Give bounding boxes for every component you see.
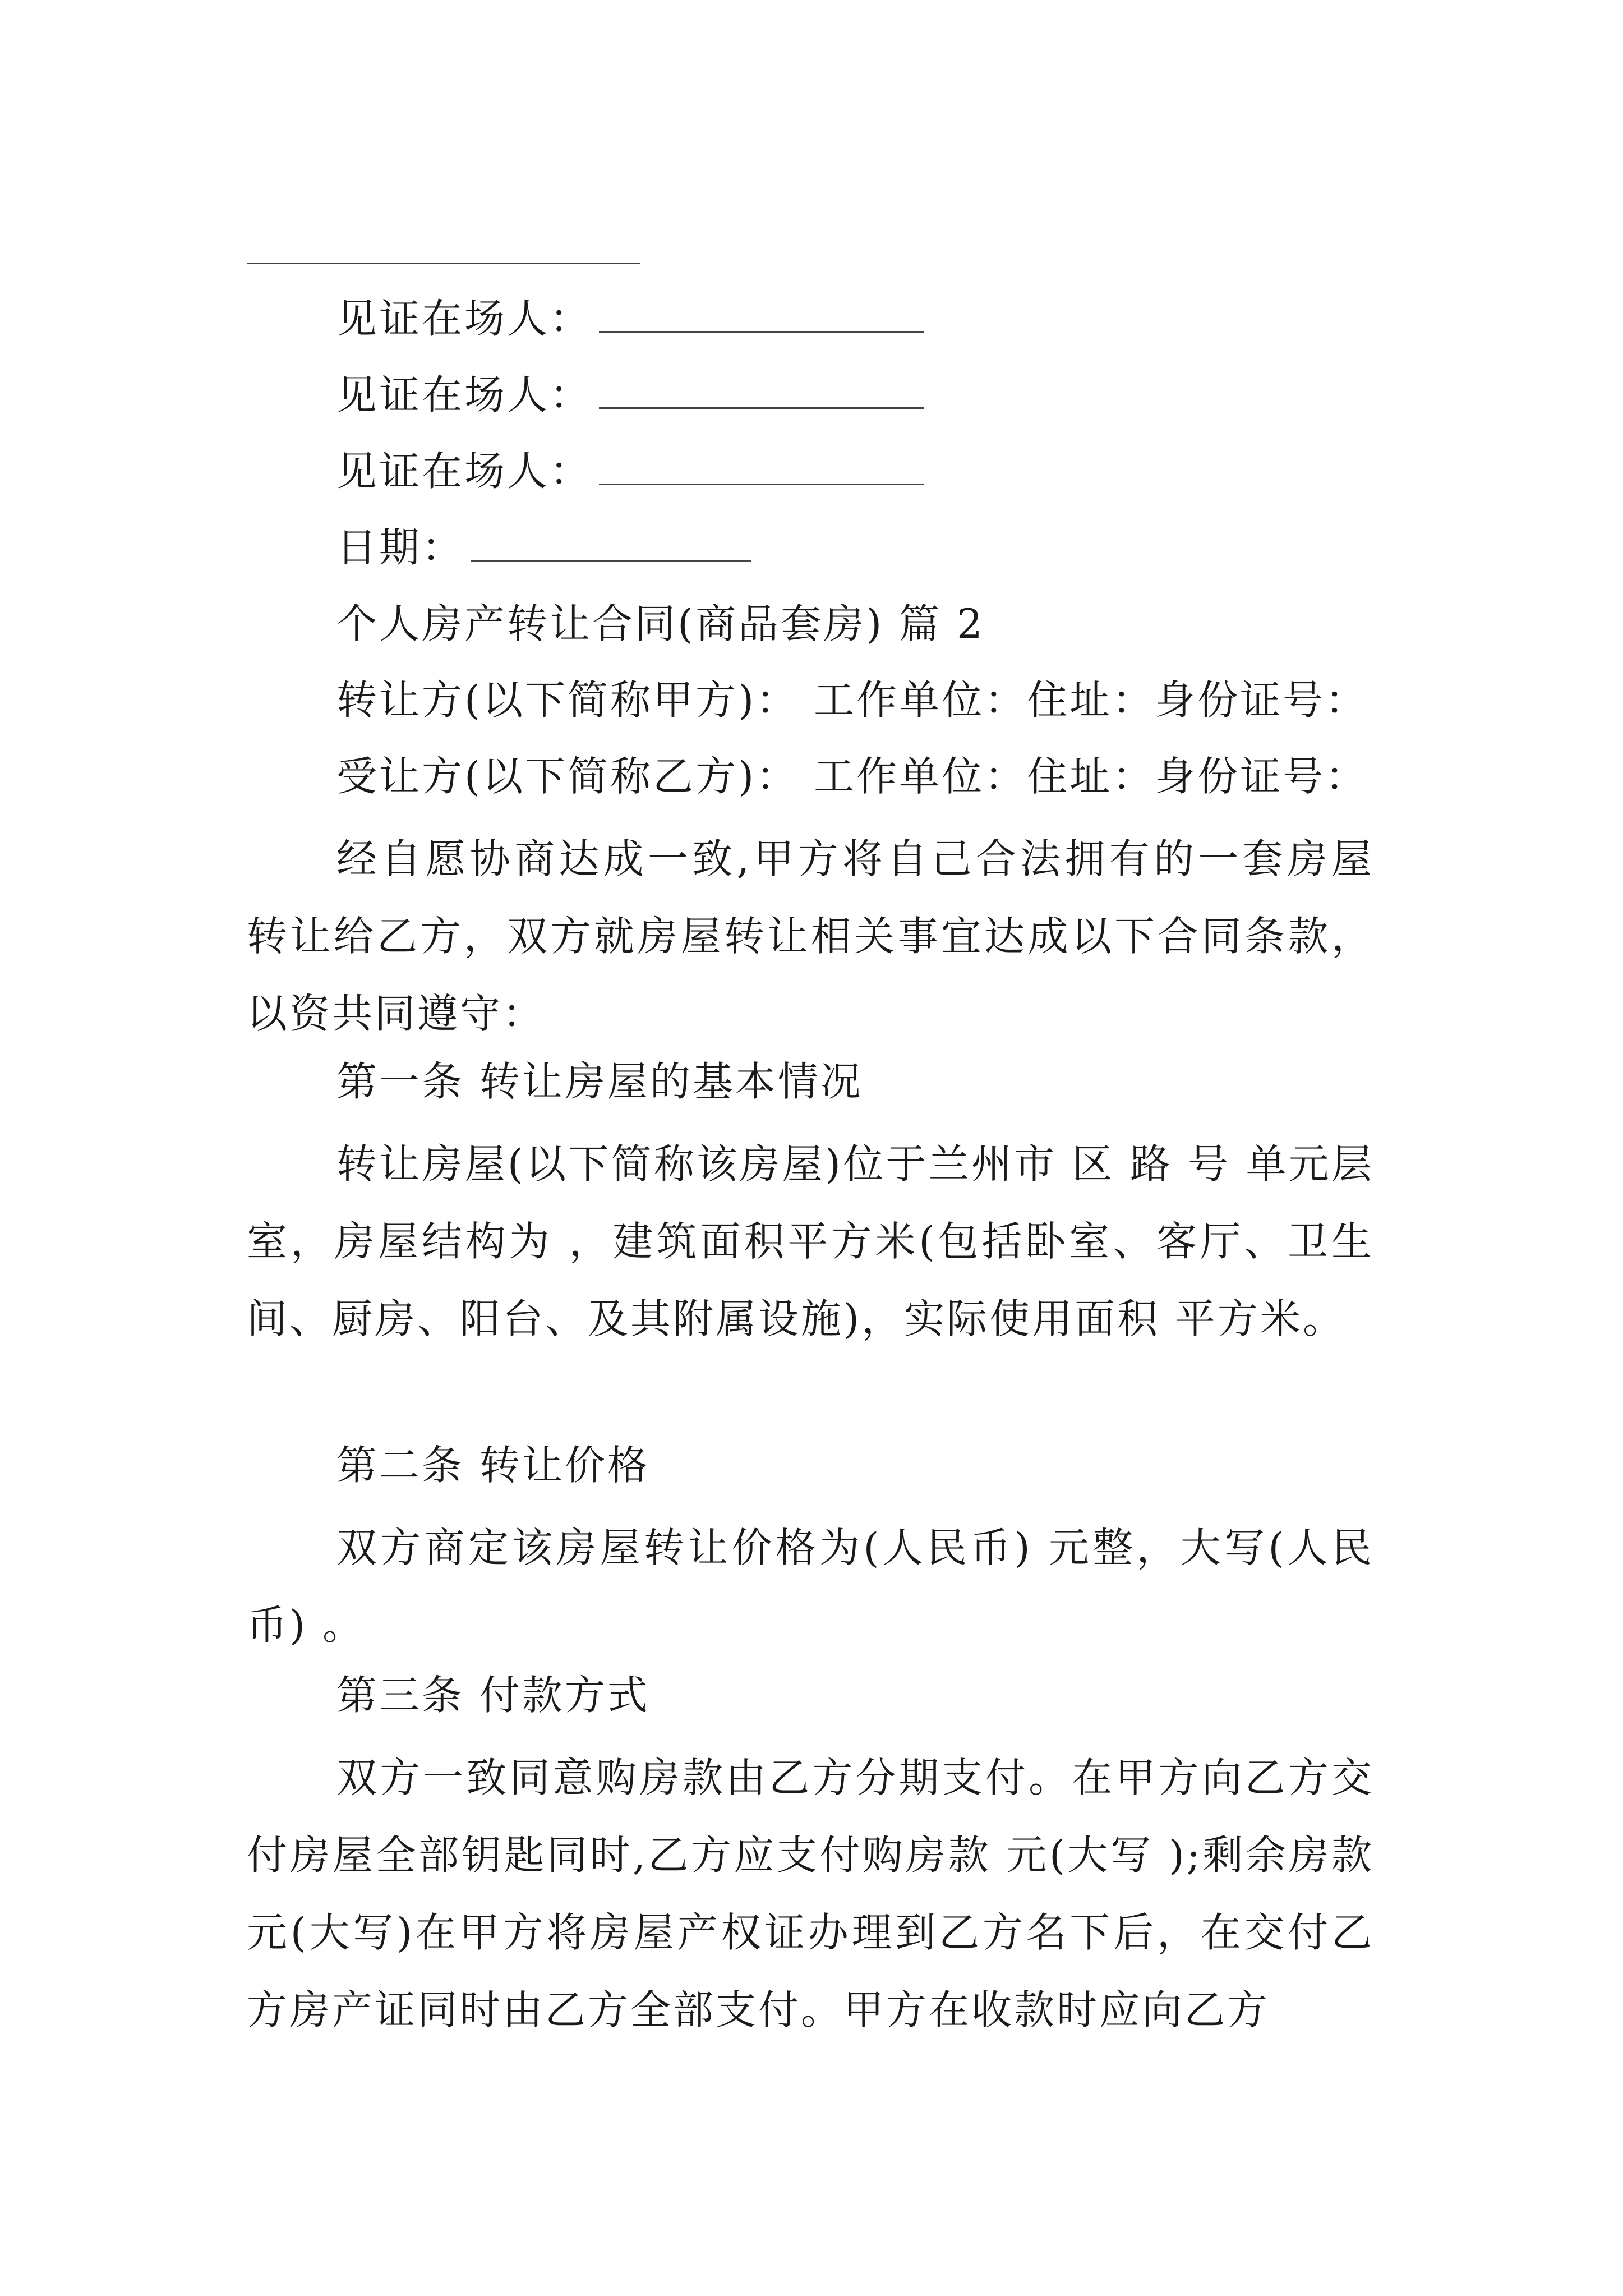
transferee-line: 受让方(以下简称乙方)： 工作单位：住址：身份证号： bbox=[336, 753, 1368, 800]
article-3-body: 双方一致同意购房款由乙方分期支付。在甲方向乙方交付房屋全部钥匙同时,乙方应支付购房款 元(大写 );剩余房款 元(大写)在甲方将房屋产权证办理到乙方名下后，在交付乙方房产证同时由乙方全部支付。甲方在收款时应向乙方 bbox=[247, 1754, 1374, 2033]
transferor-line: 转让方(以下简称甲方)： 工作单位：住址：身份证号： bbox=[336, 677, 1368, 724]
article-1-title: 第一条 转让房屋的基本情况 bbox=[336, 1058, 863, 1105]
witness-signature-blank bbox=[599, 407, 924, 409]
preamble-paragraph: 经自愿协商达成一致,甲方将自己合法拥有的一套房屋转让给乙方，双方就房屋转让相关事宜达成以下合同条款，以资共同遵守： bbox=[247, 835, 1374, 1037]
witness-label: 见证在场人： bbox=[336, 371, 593, 418]
article-2-body: 双方商定该房屋转让价格为(人民币) 元整，大写(人民币) 。 bbox=[247, 1524, 1374, 1649]
section-title: 个人房产转让合同(商品套房) 篇 2 bbox=[336, 600, 985, 647]
top-separator-line bbox=[247, 263, 640, 264]
article-1-body: 转让房屋(以下简称该房屋)位于兰州市 区 路 号 单元层 室，房屋结构为 ，建筑面积平方米(包括卧室、客厅、卫生间、厨房、阳台、及其附属设施)，实际使用面积 平方米。 bbox=[247, 1140, 1374, 1342]
witness-label: 见证在场人： bbox=[336, 448, 593, 495]
witness-signature-blank bbox=[599, 331, 924, 333]
witness-label: 见证在场人： bbox=[336, 295, 593, 342]
witness-line-2 bbox=[336, 372, 924, 417]
witness-signature-blank bbox=[599, 484, 924, 485]
witness-line-3 bbox=[336, 449, 924, 494]
date-blank bbox=[471, 560, 751, 562]
witness-line-1 bbox=[336, 296, 924, 341]
article-3-title: 第三条 付款方式 bbox=[336, 1672, 650, 1719]
date-line bbox=[336, 525, 751, 570]
article-2-title: 第二条 转让价格 bbox=[336, 1442, 650, 1489]
date-label: 日期： bbox=[336, 524, 465, 571]
